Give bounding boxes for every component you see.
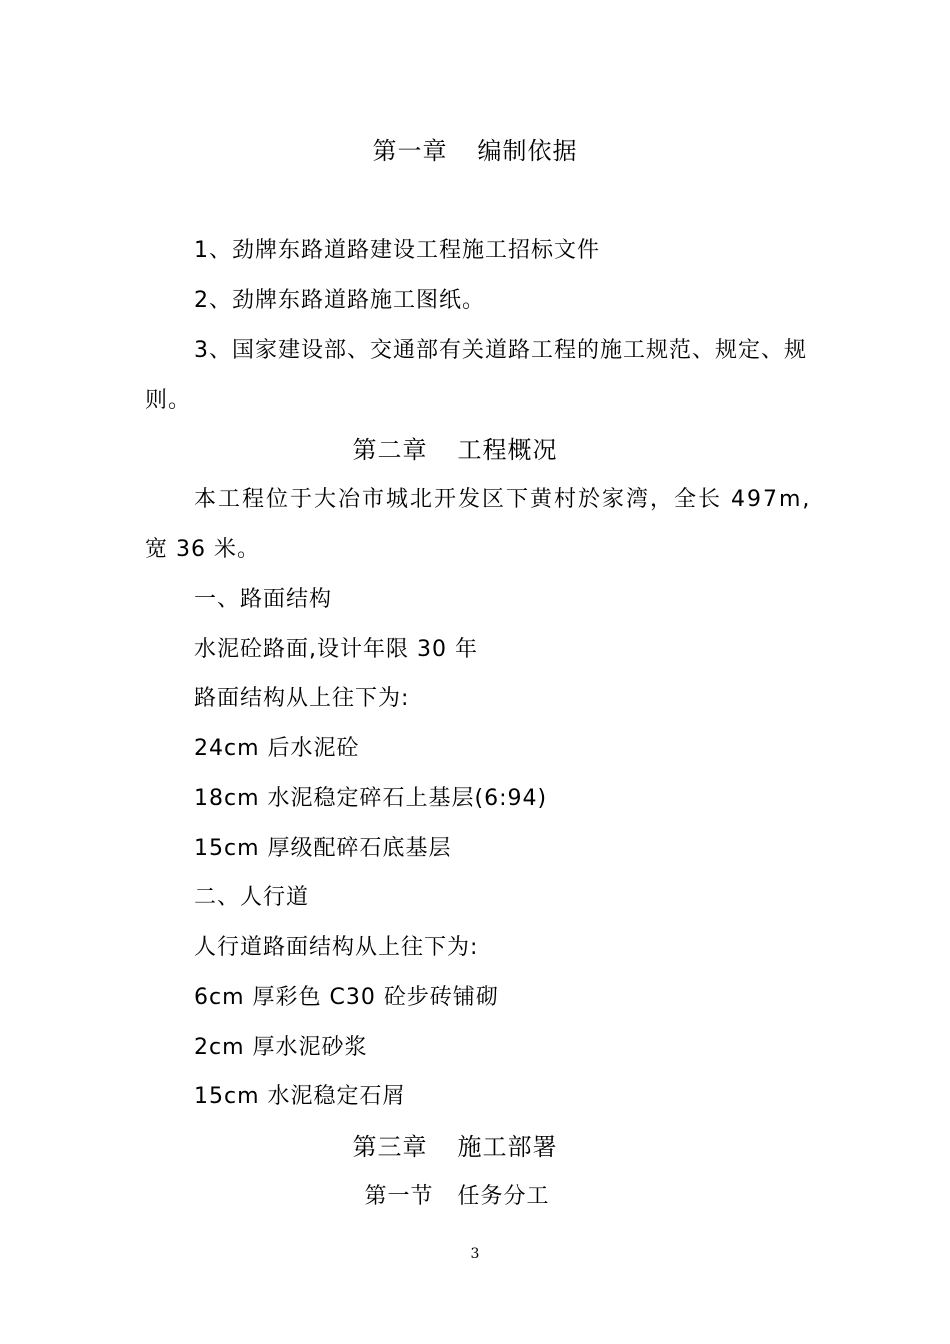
section-1-title: 任务分工 xyxy=(457,1184,550,1209)
chapter-1-number: 第一章 xyxy=(372,137,448,165)
sidewalk-line-4: 15cm 水泥稳定石屑 xyxy=(194,1084,406,1109)
chapter-2-number: 第二章 xyxy=(352,436,428,464)
sidewalk-line-1: 人行道路面结构从上往下为: xyxy=(194,935,479,960)
chapter-1-title: 编制依据 xyxy=(477,137,578,165)
chapter-2-title: 工程概况 xyxy=(457,436,558,464)
pavement-line-1: 水泥砼路面,设计年限 30 年 xyxy=(194,637,478,662)
overview-line-1: 本工程位于大冶市城北开发区下黄村於家湾，全长 497m, xyxy=(194,487,812,512)
chapter-1-heading xyxy=(0,136,950,166)
basis-item-3: 3、国家建设部、交通部有关道路工程的施工规范、规定、规 xyxy=(194,338,807,363)
pavement-line-2: 路面结构从上往下为: xyxy=(194,686,410,711)
chapter-3-title: 施工部署 xyxy=(457,1133,558,1161)
basis-item-2: 2、劲牌东路道路施工图纸。 xyxy=(194,288,485,313)
chapter-3-heading xyxy=(0,1132,930,1162)
page-number: 3 xyxy=(470,1246,480,1262)
section-1-number: 第一节 xyxy=(364,1184,434,1209)
chapter-2-heading xyxy=(0,435,930,465)
sidewalk-line-2: 6cm 厚彩色 C30 砼步砖铺砌 xyxy=(194,985,499,1010)
pavement-line-3: 24cm 后水泥砼 xyxy=(194,736,360,761)
sidewalk-line-3: 2cm 厚水泥砂浆 xyxy=(194,1035,368,1060)
pavement-line-4: 18cm 水泥稳定碎石上基层(6:94) xyxy=(194,786,548,811)
sidewalk-heading: 二、人行道 xyxy=(194,885,310,910)
basis-item-3-continued: 则。 xyxy=(145,388,192,413)
basis-item-1: 1、劲牌东路道路建设工程施工招标文件 xyxy=(194,238,600,263)
chapter-3-number: 第三章 xyxy=(352,1133,428,1161)
pavement-heading: 一、路面结构 xyxy=(194,587,333,612)
overview-line-2: 宽 36 米。 xyxy=(145,537,260,562)
pavement-line-5: 15cm 厚级配碎石底基层 xyxy=(194,836,452,861)
section-1-heading xyxy=(0,1182,932,1212)
